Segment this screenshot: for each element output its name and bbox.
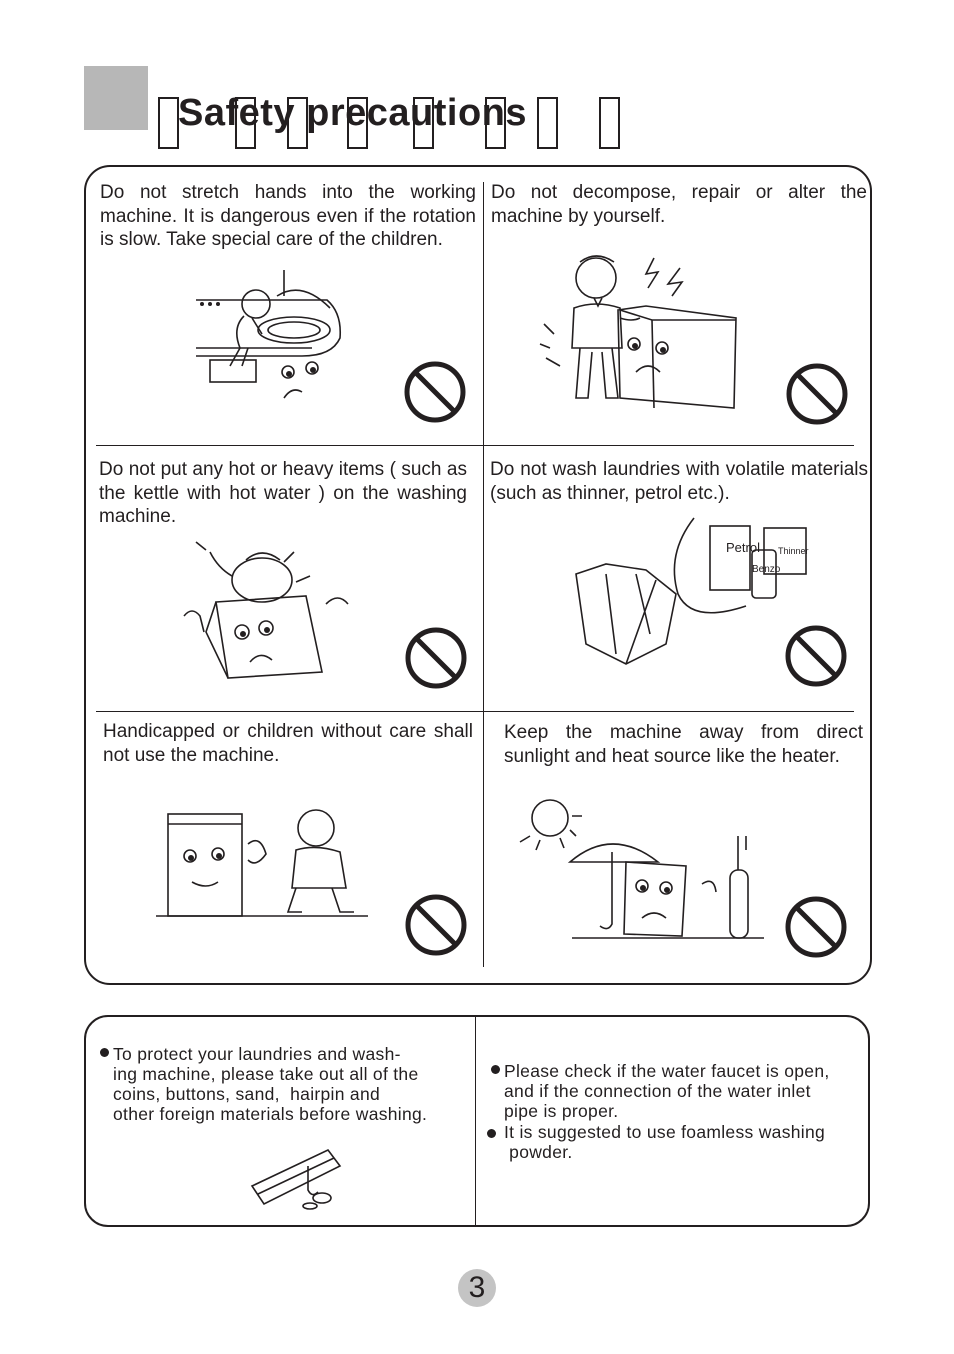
- tip-foamless-powder: It is suggested to use foamless washing powder.: [504, 1122, 826, 1162]
- tip-water-faucet: Please check if the water faucet is open, and if the connection of the water inlet pipe is proper.: [504, 1061, 830, 1121]
- warning-text-hands: Do not stretch hands into the working machine. It is dangerous even if the rotation is slow. Take special care of the children.: [100, 182, 476, 250]
- page-number: 3: [458, 1269, 496, 1307]
- tip-foreign-materials: To protect your laundries and wash- ing machine, please take out all of the coins, buttons, sand, hairpin and other foreign materials before washing.: [113, 1044, 428, 1124]
- petrol-label: Petrol: [726, 540, 760, 555]
- man-repairing-illustration: [536, 248, 740, 420]
- prohibition-icon: [404, 361, 466, 423]
- sunlight-heater-illustration: [516, 796, 764, 942]
- bullet-icon: [491, 1065, 500, 1074]
- volatile-materials-illustration: [566, 514, 812, 672]
- thinner-label: Thinner: [778, 546, 809, 556]
- prohibition-icon: [785, 625, 847, 687]
- prohibition-icon: [786, 363, 848, 425]
- prohibition-icon: [405, 894, 467, 956]
- tips-divider: [475, 1017, 476, 1225]
- bullet-icon: [100, 1048, 109, 1057]
- child-machine-illustration: [156, 804, 368, 920]
- benzo-label: Benzo: [752, 564, 781, 575]
- prohibition-icon: [405, 627, 467, 689]
- coins-pocket-illustration: [248, 1146, 344, 1210]
- prohibition-icon: [785, 896, 847, 958]
- panel-divider-1: [96, 445, 854, 446]
- warning-text-heavy-items: Do not put any hot or heavy items ( such as the kettle with hot water ) on the washing machine.: [99, 459, 467, 527]
- page-title: Safety precautions: [178, 92, 527, 134]
- title-grey-block: [84, 66, 148, 130]
- bullet-icon: [487, 1129, 496, 1138]
- warning-text-handicapped: Handicapped or children without care shall not use the machine.: [103, 721, 473, 766]
- warning-text-sunlight: Keep the machine away from direct sunlight and heat source like the heater.: [504, 722, 863, 767]
- warning-text-repair: Do not decompose, repair or alter the machine by yourself.: [491, 182, 867, 227]
- child-washer-illustration: [192, 268, 348, 410]
- panel-divider-2: [96, 711, 854, 712]
- panel-vertical-divider: [483, 182, 484, 967]
- warning-text-volatile: Do not wash laundries with volatile materials (such as thinner, petrol etc.).: [490, 459, 868, 504]
- kettle-on-washer-illustration: [176, 532, 360, 684]
